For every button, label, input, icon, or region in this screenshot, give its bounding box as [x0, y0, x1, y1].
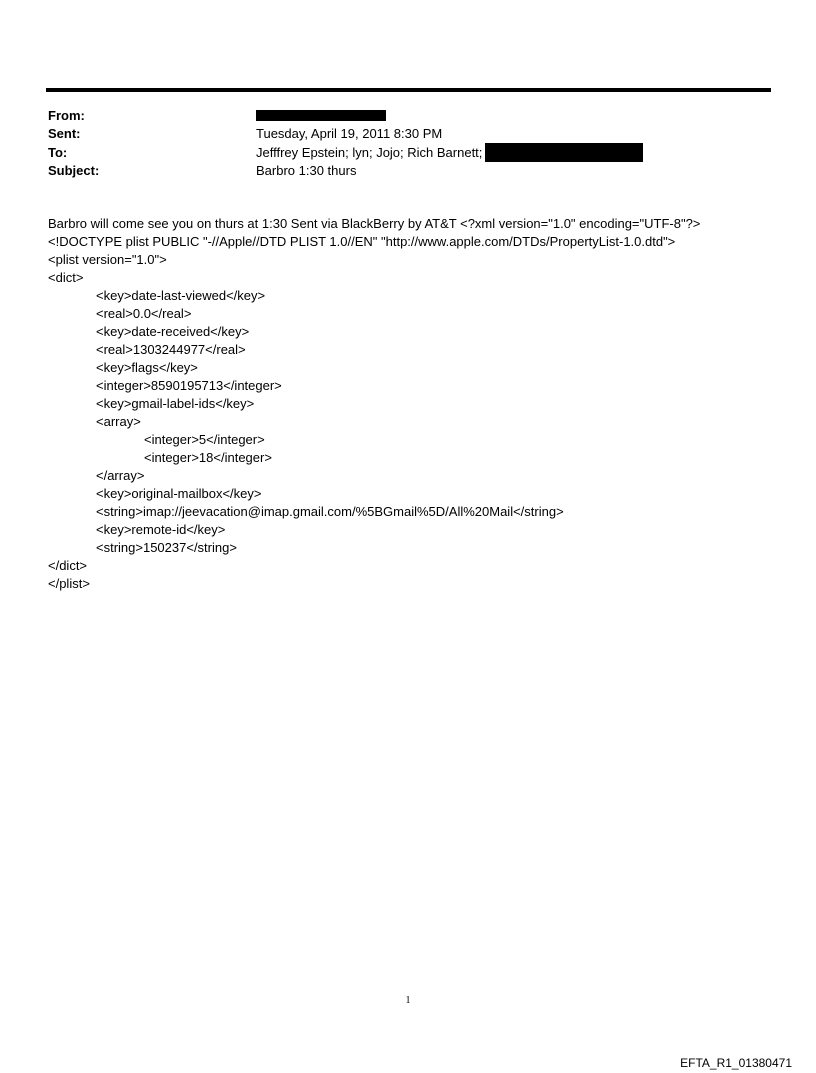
header-rule — [46, 88, 771, 92]
subject-row — [48, 162, 768, 180]
to-value-wrap — [256, 144, 643, 163]
to-label: To: — [48, 144, 68, 160]
sent-value: Tuesday, April 19, 2011 8:30 PM — [256, 126, 443, 142]
email-body — [48, 215, 778, 593]
body-line: <key>gmail-label-ids</key> — [96, 396, 255, 411]
sent-label: Sent: — [48, 126, 81, 142]
body-line: <dict> — [48, 270, 84, 285]
body-line: </dict> — [48, 558, 88, 573]
page-number: 1 — [405, 995, 411, 1006]
document-id: EFTA_R1_01380471 — [680, 1056, 792, 1070]
body-line: <key>flags</key> — [96, 360, 198, 375]
body-line: <plist version="1.0"> — [48, 252, 167, 267]
redaction-bar — [485, 143, 643, 162]
body-line: <real>1303244977</real> — [96, 342, 246, 357]
body-line: <key>date-last-viewed</key> — [96, 288, 266, 303]
from-label: From: — [48, 108, 85, 123]
body-line: <integer>8590195713</integer> — [96, 378, 282, 393]
redaction-bar — [256, 110, 386, 121]
body-line: <real>0.0</real> — [96, 306, 192, 321]
body-line: <string>imap://jeevacation@imap.gmail.com/%5BGmail%5D/All%20Mail</string> — [96, 504, 564, 519]
body-line: <key>remote-id</key> — [96, 522, 226, 537]
to-value: Jefffrey Epstein; lyn; Jojo; Rich Barnett; — [256, 144, 483, 160]
body-line: <string>150237</string> — [96, 540, 237, 555]
body-line: <integer>18</integer> — [144, 450, 272, 465]
body-line: Barbro will come see you on thurs at 1:30 Sent via BlackBerry by AT&T <?xml version="1.0" encoding="UTF-8"?> — [48, 216, 701, 231]
body-line: </array> — [96, 468, 145, 483]
sent-row — [48, 125, 768, 143]
body-line: <integer>5</integer> — [144, 432, 265, 447]
body-line: <array> — [96, 414, 141, 429]
email-header — [48, 107, 768, 180]
from-row — [48, 107, 768, 125]
to-row — [48, 144, 768, 162]
subject-value: Barbro 1:30 thurs — [256, 162, 357, 178]
body-line: <key>date-received</key> — [96, 324, 250, 339]
body-line: <key>original-mailbox</key> — [96, 486, 262, 501]
body-line: <!DOCTYPE plist PUBLIC "-//Apple//DTD PLIST 1.0//EN" "http://www.apple.com/DTDs/PropertyList-1.0.dtd"> — [48, 234, 676, 249]
subject-label: Subject: — [48, 162, 100, 178]
body-line: </plist> — [48, 576, 90, 591]
